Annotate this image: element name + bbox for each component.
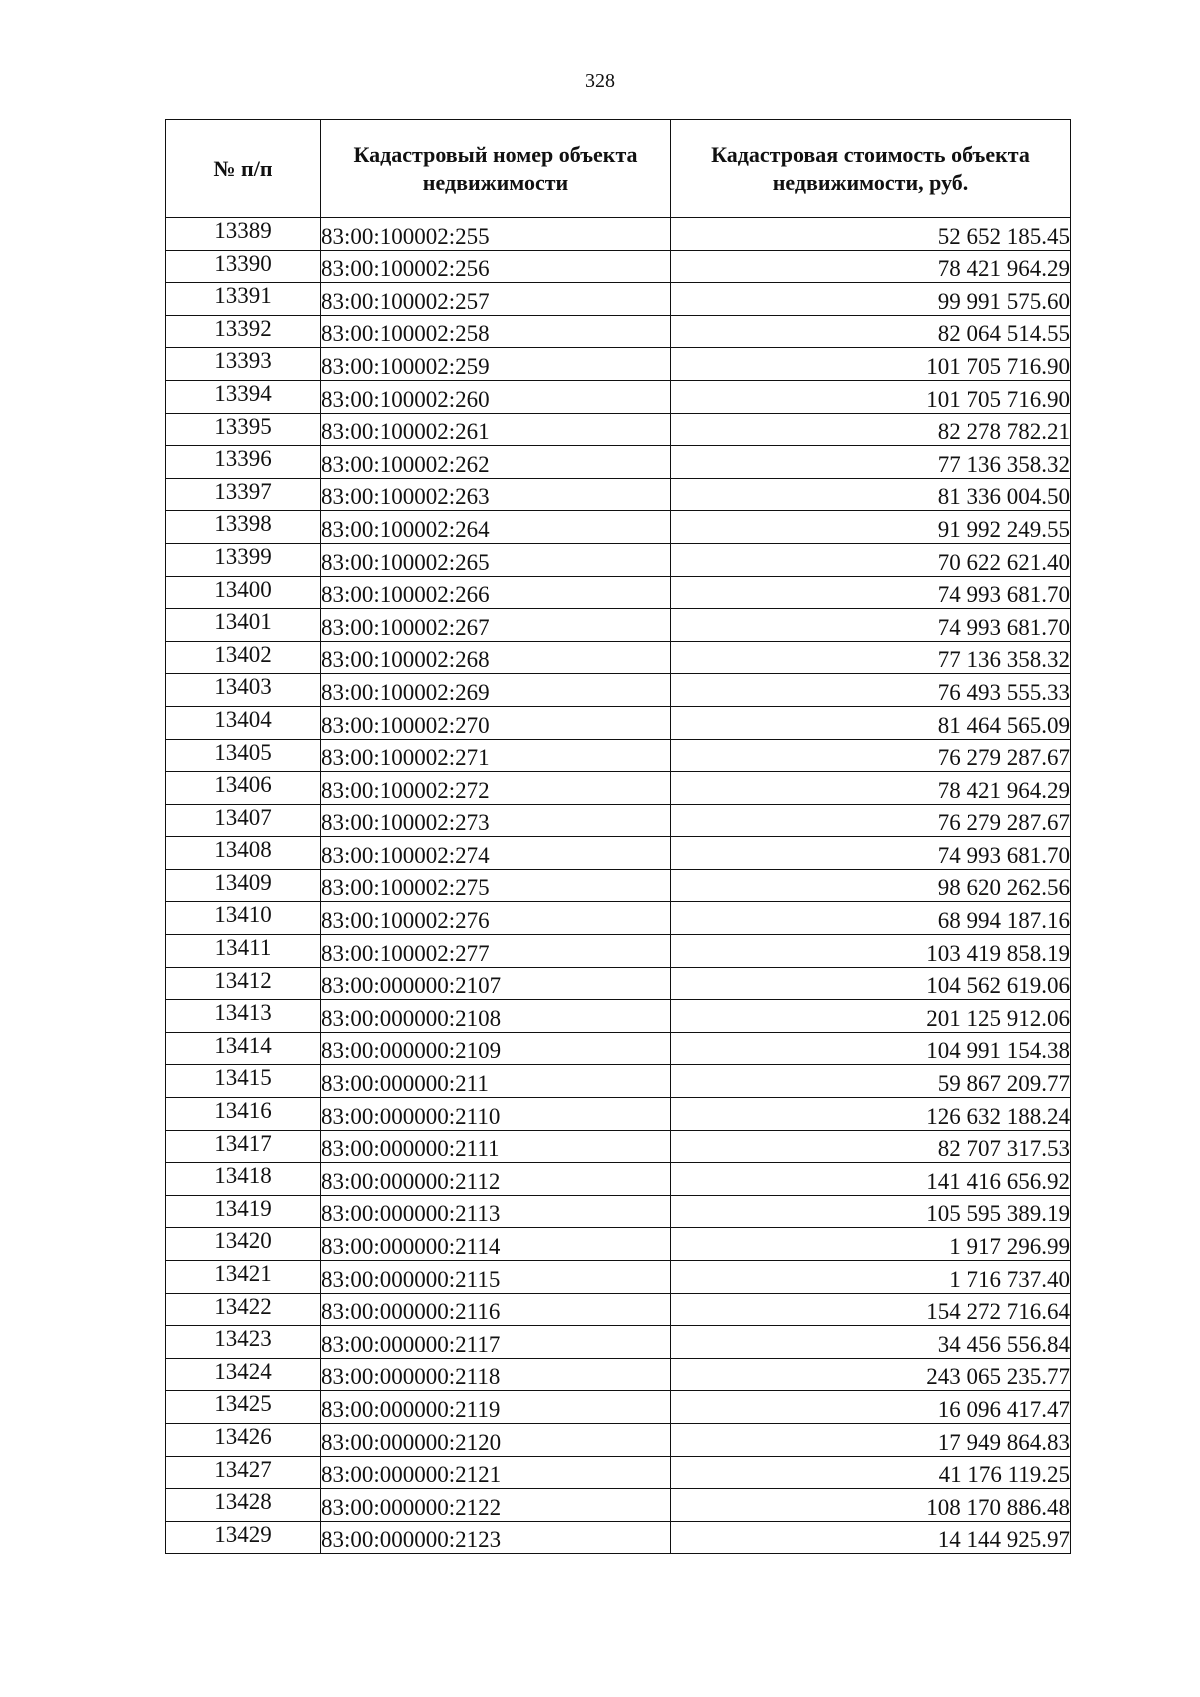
- row-number-cell: 13398: [166, 511, 321, 544]
- cadastral-cost-cell: 52 652 185.45: [671, 218, 1071, 251]
- cadastral-cost-cell: 104 562 619.06: [671, 967, 1071, 1000]
- cadastral-cost-cell: 103 419 858.19: [671, 935, 1071, 968]
- row-number-cell: 13428: [166, 1489, 321, 1522]
- table-row: [166, 1000, 1071, 1033]
- cadastral-number-cell: 83:00:100002:274: [321, 837, 671, 870]
- table-row: [166, 641, 1071, 674]
- cadastral-cost-cell: 76 493 555.33: [671, 674, 1071, 707]
- cadastral-cost-cell: 91 992 249.55: [671, 511, 1071, 544]
- cadastral-number-cell: 83:00:100002:273: [321, 804, 671, 837]
- cadastral-cost-cell: 82 064 514.55: [671, 315, 1071, 348]
- row-number-cell: 13401: [166, 609, 321, 642]
- cadastral-number-cell: 83:00:000000:2107: [321, 967, 671, 1000]
- row-number-cell: 13425: [166, 1391, 321, 1424]
- cadastral-cost-cell: 141 416 656.92: [671, 1163, 1071, 1196]
- cadastral-number-cell: 83:00:000000:2113: [321, 1195, 671, 1228]
- cadastral-cost-cell: 16 096 417.47: [671, 1391, 1071, 1424]
- cadastral-cost-cell: 81 336 004.50: [671, 478, 1071, 511]
- table-row: [166, 1228, 1071, 1261]
- header-cadastral-number: Кадастровый номер объекта недвижимости: [321, 120, 671, 218]
- cadastral-cost-cell: 14 144 925.97: [671, 1521, 1071, 1554]
- table-row: [166, 1098, 1071, 1131]
- row-number-cell: 13410: [166, 902, 321, 935]
- row-number-cell: 13400: [166, 576, 321, 609]
- cadastral-cost-cell: 105 595 389.19: [671, 1195, 1071, 1228]
- table-header: [166, 120, 1071, 218]
- cadastral-number-cell: 83:00:000000:2114: [321, 1228, 671, 1261]
- row-number-cell: 13414: [166, 1032, 321, 1065]
- cadastral-number-cell: 83:00:100002:260: [321, 380, 671, 413]
- table-row: [166, 413, 1071, 446]
- cadastral-cost-cell: 82 278 782.21: [671, 413, 1071, 446]
- table-row: [166, 1130, 1071, 1163]
- cadastral-number-cell: 83:00:100002:261: [321, 413, 671, 446]
- row-number-cell: 13421: [166, 1261, 321, 1294]
- row-number-cell: 13406: [166, 772, 321, 805]
- cadastral-cost-cell: 34 456 556.84: [671, 1326, 1071, 1359]
- table-row: [166, 837, 1071, 870]
- cadastral-number-cell: 83:00:000000:2112: [321, 1163, 671, 1196]
- cadastral-number-cell: 83:00:000000:2110: [321, 1098, 671, 1131]
- table-row: [166, 511, 1071, 544]
- table-row: [166, 935, 1071, 968]
- table-row: [166, 739, 1071, 772]
- table-row: [166, 218, 1071, 251]
- cadastral-cost-cell: 74 993 681.70: [671, 837, 1071, 870]
- cadastral-number-cell: 83:00:000000:2118: [321, 1358, 671, 1391]
- row-number-cell: 13397: [166, 478, 321, 511]
- row-number-cell: 13420: [166, 1228, 321, 1261]
- cadastral-cost-cell: 104 991 154.38: [671, 1032, 1071, 1065]
- cadastral-cost-cell: 77 136 358.32: [671, 641, 1071, 674]
- row-number-cell: 13419: [166, 1195, 321, 1228]
- cadastral-number-cell: 83:00:100002:269: [321, 674, 671, 707]
- table-row: [166, 380, 1071, 413]
- row-number-cell: 13399: [166, 543, 321, 576]
- row-number-cell: 13412: [166, 967, 321, 1000]
- cadastral-number-cell: 83:00:100002:262: [321, 446, 671, 479]
- row-number-cell: 13391: [166, 283, 321, 316]
- table-row: [166, 1391, 1071, 1424]
- table-row: [166, 772, 1071, 805]
- cadastral-number-cell: 83:00:000000:2108: [321, 1000, 671, 1033]
- cadastral-number-cell: 83:00:100002:258: [321, 315, 671, 348]
- cadastral-number-cell: 83:00:100002:266: [321, 576, 671, 609]
- cadastral-cost-cell: 99 991 575.60: [671, 283, 1071, 316]
- table-row: [166, 348, 1071, 381]
- cadastral-number-cell: 83:00:000000:2123: [321, 1521, 671, 1554]
- table-body: [166, 218, 1071, 1554]
- cadastral-cost-cell: 1 716 737.40: [671, 1261, 1071, 1294]
- cadastral-number-cell: 83:00:100002:271: [321, 739, 671, 772]
- row-number-cell: 13416: [166, 1098, 321, 1131]
- row-number-cell: 13407: [166, 804, 321, 837]
- row-number-cell: 13409: [166, 869, 321, 902]
- row-number-cell: 13404: [166, 706, 321, 739]
- cadastral-cost-cell: 78 421 964.29: [671, 772, 1071, 805]
- cadastral-cost-cell: 17 949 864.83: [671, 1423, 1071, 1456]
- cadastral-cost-cell: 154 272 716.64: [671, 1293, 1071, 1326]
- table-row: [166, 804, 1071, 837]
- table-row: [166, 283, 1071, 316]
- cadastral-number-cell: 83:00:000000:2119: [321, 1391, 671, 1424]
- table-row: [166, 1326, 1071, 1359]
- row-number-cell: 13392: [166, 315, 321, 348]
- cadastral-number-cell: 83:00:000000:211: [321, 1065, 671, 1098]
- row-number-cell: 13389: [166, 218, 321, 251]
- cadastral-table: [165, 119, 1071, 1554]
- cadastral-cost-cell: 76 279 287.67: [671, 739, 1071, 772]
- row-number-cell: 13396: [166, 446, 321, 479]
- table-row: [166, 1358, 1071, 1391]
- row-number-cell: 13429: [166, 1521, 321, 1554]
- table-row: [166, 478, 1071, 511]
- cadastral-number-cell: 83:00:100002:270: [321, 706, 671, 739]
- cadastral-number-cell: 83:00:100002:256: [321, 250, 671, 283]
- table-row: [166, 576, 1071, 609]
- cadastral-number-cell: 83:00:100002:276: [321, 902, 671, 935]
- table-row: [166, 446, 1071, 479]
- cadastral-number-cell: 83:00:000000:2121: [321, 1456, 671, 1489]
- table-row: [166, 1032, 1071, 1065]
- cadastral-number-cell: 83:00:100002:265: [321, 543, 671, 576]
- table-row: [166, 1456, 1071, 1489]
- row-number-cell: 13390: [166, 250, 321, 283]
- cadastral-cost-cell: 108 170 886.48: [671, 1489, 1071, 1522]
- row-number-cell: 13413: [166, 1000, 321, 1033]
- table-row: [166, 674, 1071, 707]
- row-number-cell: 13424: [166, 1358, 321, 1391]
- cadastral-number-cell: 83:00:000000:2117: [321, 1326, 671, 1359]
- cadastral-cost-cell: 77 136 358.32: [671, 446, 1071, 479]
- header-row: [166, 120, 1071, 218]
- table-row: [166, 706, 1071, 739]
- row-number-cell: 13427: [166, 1456, 321, 1489]
- header-row-number: № п/п: [166, 120, 321, 218]
- cadastral-number-cell: 83:00:100002:267: [321, 609, 671, 642]
- cadastral-number-cell: 83:00:100002:263: [321, 478, 671, 511]
- cadastral-number-cell: 83:00:000000:2116: [321, 1293, 671, 1326]
- row-number-cell: 13415: [166, 1065, 321, 1098]
- cadastral-number-cell: 83:00:100002:257: [321, 283, 671, 316]
- table-row: [166, 869, 1071, 902]
- table-row: [166, 1293, 1071, 1326]
- cadastral-cost-cell: 59 867 209.77: [671, 1065, 1071, 1098]
- cadastral-number-cell: 83:00:100002:272: [321, 772, 671, 805]
- row-number-cell: 13408: [166, 837, 321, 870]
- table-row: [166, 1065, 1071, 1098]
- table-row: [166, 1489, 1071, 1522]
- cadastral-cost-cell: 74 993 681.70: [671, 576, 1071, 609]
- header-cadastral-cost: Кадастровая стоимость объекта недвижимости, руб.: [671, 120, 1071, 218]
- row-number-cell: 13394: [166, 380, 321, 413]
- cadastral-number-cell: 83:00:000000:2120: [321, 1423, 671, 1456]
- row-number-cell: 13418: [166, 1163, 321, 1196]
- cadastral-number-cell: 83:00:100002:275: [321, 869, 671, 902]
- cadastral-cost-cell: 82 707 317.53: [671, 1130, 1071, 1163]
- cadastral-cost-cell: 1 917 296.99: [671, 1228, 1071, 1261]
- row-number-cell: 13426: [166, 1423, 321, 1456]
- cadastral-table-container: [165, 119, 1070, 1554]
- cadastral-cost-cell: 243 065 235.77: [671, 1358, 1071, 1391]
- cadastral-number-cell: 83:00:000000:2122: [321, 1489, 671, 1522]
- table-row: [166, 315, 1071, 348]
- cadastral-cost-cell: 98 620 262.56: [671, 869, 1071, 902]
- cadastral-number-cell: 83:00:100002:259: [321, 348, 671, 381]
- table-row: [166, 1195, 1071, 1228]
- cadastral-number-cell: 83:00:100002:277: [321, 935, 671, 968]
- row-number-cell: 13423: [166, 1326, 321, 1359]
- table-row: [166, 543, 1071, 576]
- cadastral-number-cell: 83:00:000000:2115: [321, 1261, 671, 1294]
- row-number-cell: 13403: [166, 674, 321, 707]
- cadastral-cost-cell: 101 705 716.90: [671, 348, 1071, 381]
- cadastral-cost-cell: 101 705 716.90: [671, 380, 1071, 413]
- row-number-cell: 13405: [166, 739, 321, 772]
- table-row: [166, 1521, 1071, 1554]
- cadastral-number-cell: 83:00:100002:255: [321, 218, 671, 251]
- table-row: [166, 250, 1071, 283]
- cadastral-cost-cell: 81 464 565.09: [671, 706, 1071, 739]
- row-number-cell: 13402: [166, 641, 321, 674]
- cadastral-cost-cell: 201 125 912.06: [671, 1000, 1071, 1033]
- table-row: [166, 902, 1071, 935]
- row-number-cell: 13395: [166, 413, 321, 446]
- cadastral-cost-cell: 68 994 187.16: [671, 902, 1071, 935]
- row-number-cell: 13411: [166, 935, 321, 968]
- cadastral-cost-cell: 76 279 287.67: [671, 804, 1071, 837]
- row-number-cell: 13393: [166, 348, 321, 381]
- cadastral-number-cell: 83:00:000000:2111: [321, 1130, 671, 1163]
- row-number-cell: 13422: [166, 1293, 321, 1326]
- table-row: [166, 609, 1071, 642]
- row-number-cell: 13417: [166, 1130, 321, 1163]
- table-row: [166, 967, 1071, 1000]
- cadastral-number-cell: 83:00:100002:268: [321, 641, 671, 674]
- page-number: 328: [585, 70, 615, 92]
- cadastral-number-cell: 83:00:000000:2109: [321, 1032, 671, 1065]
- table-row: [166, 1163, 1071, 1196]
- cadastral-cost-cell: 126 632 188.24: [671, 1098, 1071, 1131]
- table-row: [166, 1423, 1071, 1456]
- cadastral-cost-cell: 78 421 964.29: [671, 250, 1071, 283]
- cadastral-cost-cell: 74 993 681.70: [671, 609, 1071, 642]
- cadastral-cost-cell: 70 622 621.40: [671, 543, 1071, 576]
- table-row: [166, 1261, 1071, 1294]
- cadastral-number-cell: 83:00:100002:264: [321, 511, 671, 544]
- cadastral-cost-cell: 41 176 119.25: [671, 1456, 1071, 1489]
